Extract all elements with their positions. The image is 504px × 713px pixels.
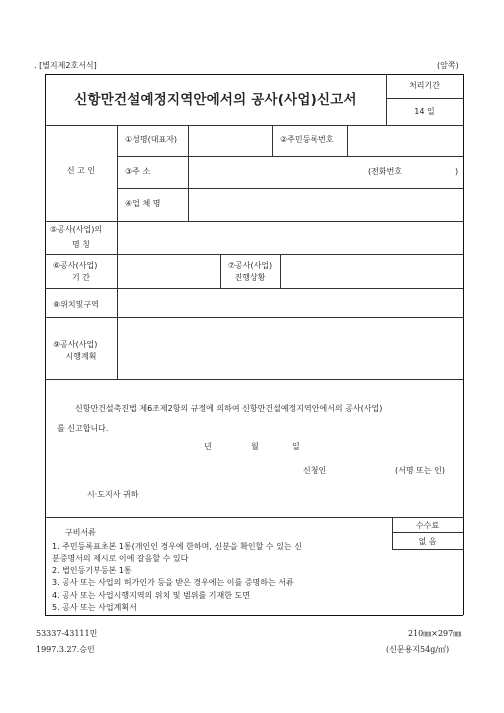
document-item-1-cont: 분증명서의 제시로 이에 갈음할 수 있다 <box>52 554 189 563</box>
resident-id-label: ②주민등록번호 <box>280 135 334 144</box>
project-name-label-line2: 명 칭 <box>72 240 90 249</box>
page-side-label: (앞쪽) <box>437 61 459 70</box>
form-code: 53337-43111민 <box>36 629 98 638</box>
date-year-label: 년 <box>204 442 212 451</box>
progress-label-line2: 진행상황 <box>234 273 266 282</box>
document-item-2: 2. 법인등기부등본 1통 <box>52 566 132 575</box>
project-name-label-line1: ⑤공사(사업)의 <box>50 225 103 234</box>
period-field[interactable] <box>118 255 219 287</box>
recipient-label: 시·도지사 귀하 <box>87 490 139 499</box>
progress-label-line1: ⑦공사(사업) <box>227 261 273 270</box>
document-item-1: 1. 주민등록표초본 1통(개인인 경우에 한하며, 신분을 확인할 수 있는 신 <box>52 542 302 551</box>
applicant-section-label: 신 고 인 <box>66 166 96 175</box>
form-title: 신항만건설예정지역안에서의 공사(사업)신고서 <box>74 92 357 108</box>
resident-id-field[interactable] <box>348 126 462 155</box>
progress-field[interactable] <box>281 255 462 287</box>
declaration-text-line1: 신항만건설촉진법 제6조제2항의 규정에 의하여 신항만건설예정지역안에서의 공사(사업) <box>75 404 383 413</box>
location-label: ⑧위치및구역 <box>53 300 99 309</box>
signature-note: (서명 또는 인) <box>395 466 445 475</box>
name-field[interactable] <box>189 126 271 155</box>
phone-label: (전화번호 <box>368 167 403 176</box>
period-label-line1: ⑥공사(사업) <box>53 261 98 270</box>
declaration-text-line2: 를 신고합니다. <box>57 424 109 433</box>
fee-label: 수수료 <box>415 521 440 530</box>
paper-size: 210㎜×297㎜ <box>408 629 462 638</box>
form-label: . [별지제2호서식] <box>34 61 97 70</box>
plan-label-line2: 시행계획 <box>65 352 97 361</box>
processing-period-value: 14 일 <box>414 107 435 116</box>
address-field[interactable] <box>189 157 359 187</box>
plan-field[interactable] <box>118 318 462 378</box>
approval-date: 1997.3.27.승인 <box>36 645 95 654</box>
processing-period-label: 처리기간 <box>409 81 440 90</box>
applicant-signature-label: 신청인 <box>303 466 327 475</box>
name-label: ①성명(대표자) <box>125 135 178 144</box>
document-item-4: 4. 공사 또는 사업시행지역의 위치 및 범위를 기재한 도면 <box>52 591 250 600</box>
signature-field[interactable] <box>330 462 390 476</box>
date-month-label: 월 <box>251 442 259 451</box>
required-documents-heading: 구비서류 <box>65 528 96 537</box>
project-name-field[interactable] <box>118 222 462 253</box>
location-field[interactable] <box>118 289 462 316</box>
date-day-label: 일 <box>292 442 300 451</box>
company-field[interactable] <box>189 189 462 220</box>
company-label: ④업 체 명 <box>125 199 161 208</box>
paper-type: (신문용지54g/㎡) <box>386 645 450 654</box>
fee-value: 없 음 <box>418 537 437 546</box>
phone-close: ) <box>455 167 459 176</box>
period-label-line2: 기 간 <box>72 273 90 282</box>
address-label: ③주 소 <box>125 167 151 176</box>
document-item-5: 5. 공사 또는 사업계획서 <box>52 603 137 612</box>
document-item-3: 3. 공사 또는 사업의 허가인가 등을 받은 경우에는 이를 증명하는 서류 <box>52 578 294 587</box>
plan-label-line1: ⑨공사(사업) <box>53 340 98 349</box>
